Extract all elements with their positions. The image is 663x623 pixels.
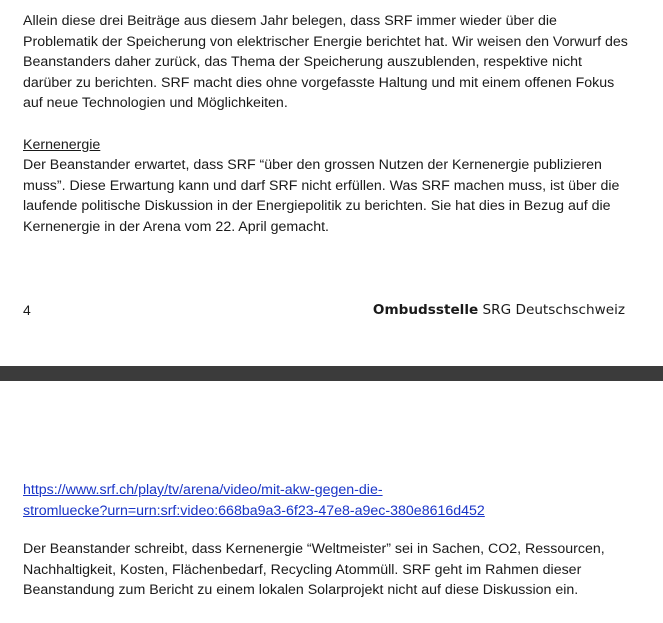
arena-video-link[interactable] [23, 480, 583, 521]
link-line-2[interactable]: stromluecke?urn=urn:srf:video:668ba9a3-6f23-47e8-a9ec-380e8616d452 [23, 502, 485, 519]
page-number: 4 [23, 302, 31, 318]
link-line-1[interactable]: https://www.srf.ch/play/tv/arena/video/mit-akw-gegen-die- [23, 482, 383, 498]
paragraph-kernenergie: Der Beanstander erwartet, dass SRF “über den grossen Nutzen der Kernenergie publizieren muss”. Diese Erwartung kann und darf SRF nicht erfüllen. Was SRF machen muss, ist über die laufende politische Diskussion in der Energiepolitik zu berichten. Sie hat dies in Bezug auf die Kernenergie in der Arena vom 22. April gemacht. [23, 157, 620, 235]
footer-organization [373, 300, 625, 320]
paragraph-weltmeister: Der Beanstander schreibt, dass Kernenergie “Weltmeister” sei in Sachen, CO2, Ressourcen, Nachhaltigkeit, Kosten, Flächenbedarf, Recycling Atommüll. SRF geht im Rahmen dieser Beanstandung zum Bericht zu einem lokalen Solarprojekt nicht auf diese Diskussion ein. [23, 541, 605, 599]
document-page-5 [0, 381, 663, 623]
page-separator [0, 366, 663, 381]
paragraph-storage-coverage: Allein diese drei Beiträge aus diesem Jahr belegen, dass SRF immer wieder über die Problematik der Speicherung von elektrischer Energie berichtet hat. Wir weisen den Vorwurf des Beanstanders daher zurück, das Thema der Speicherung auszublenden, respektive nicht darüber zu berichten. SRF macht dies ohne vorgefasste Haltung und mit einem offenen Fokus auf neue Technologien und Möglichkeiten. [23, 13, 628, 112]
footer-org-bold: Ombudsstelle [372, 302, 479, 318]
section-heading-kernenergie: Kernenergie [23, 137, 101, 153]
footer-org-rest: SRG Deutschschweiz [478, 302, 625, 318]
